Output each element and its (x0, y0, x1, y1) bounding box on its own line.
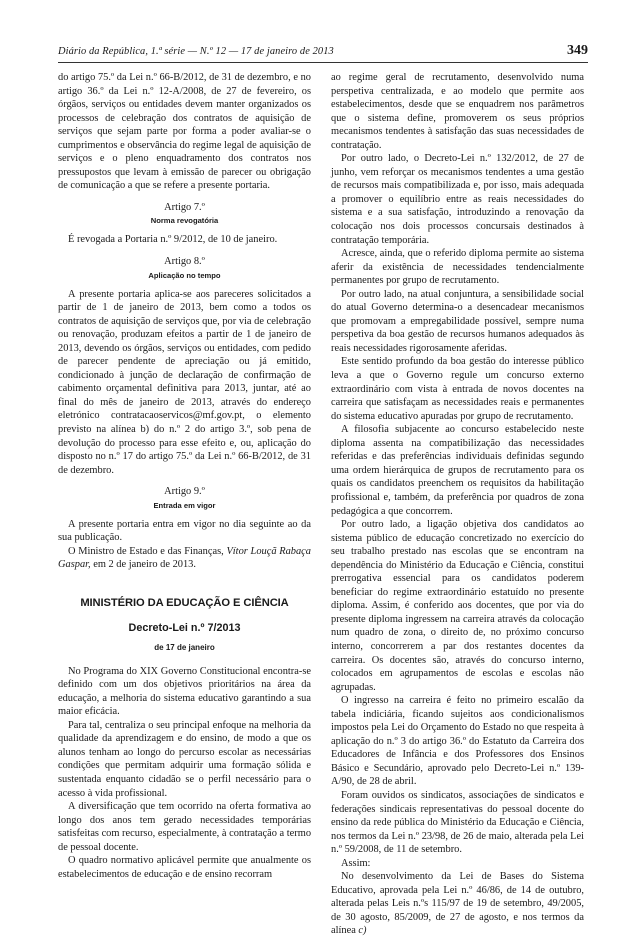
journal-title: Diário da República, 1.ª série — N.º 12 — 17 de janeiro de 2013 (58, 46, 334, 57)
final-paragraph-item: c) (358, 925, 367, 937)
decree-paragraph: Por outro lado, a ligação objetiva dos candidatos ao sistema público de educação concretizado no exercício do seu trabalho prestado nas escolas que se encontram na dependência do Ministério da Educação e Ciência, constitui prerrogativa essencial para os candidatos poderem beneficiar do regime extraordinário estatuído no presente diploma. Assim, é conferido aos docentes, que por via do presente diploma ingressem na carreira através da colocação num quadro de zona, o direito de, no próximo concurso interno, concorrerem a par dos restantes docentes da carreira. Os docentes são, através do concurso interno, colocados em agrupamentos de escolas e escolas não agrupadas. (331, 519, 584, 693)
signature-line (58, 545, 311, 572)
decree-title: Decreto-Lei n.º 7/2013 (128, 621, 241, 634)
decree-paragraph (331, 870, 584, 938)
final-paragraph-text: No desenvolvimento da Lei de Bases do Sistema Educativo, aprovada pela Lei n.º 46/86, de 14 de outubro, alterada pelas Leis n.ºs 115/97 de 19 de setembro, 49/2005, de 30 agosto, 85/2009, de 27 de agosto, e nos termos da alínea (331, 871, 584, 937)
article-9-heading: Artigo 9.º (164, 486, 205, 498)
article-8-heading: Artigo 8.º (164, 256, 205, 268)
decree-paragraph: Este sentido profundo da boa gestão do interesse público leva a que o Governo regule um concurso externo extraordinário com vista à entrada de novos docentes na carreira que satisfaçam as necessidades reais e permanentes do sistema educativo apuradas por grupo de recrutamento. (331, 356, 584, 422)
decree-paragraph: Assim: (341, 857, 371, 869)
decree-paragraph: Por outro lado, o Decreto-Lei n.º 132/2012, de 27 de junho, vem reforçar os mecanismos tendentes a uma gestão de recursos mais compatibilizada e, por isso, mais adequada a promover o equilíbrio entre as reais necessidades do sistema e a sua satisfação, introduzindo a renovação da colocação nos dois processos concursais destinados à contratação temporária. (331, 153, 584, 246)
right-column (331, 71, 584, 938)
article-7-subtitle: Norma revogatória (150, 216, 219, 226)
minister-name: Vítor Louçã Rabaça Gaspar, (58, 545, 311, 571)
page-header (58, 43, 588, 63)
signature-prefix: O Ministro de Estado e das Finanças, (68, 545, 227, 557)
left-column (58, 71, 311, 881)
decree-paragraph: Para tal, centraliza o seu principal enfoque na melhoria da qualidade da aprendizagem e do ensino, de modo a que os alunos tenham ao longo do percurso escolar as necessárias condições que permitam adquirir uma formação sólida e sustentada enquanto cidadão se o perfil necessário para o acesso à vida profissional. (58, 719, 311, 799)
decree-paragraph: A filosofia subjacente ao concurso estabelecido neste diploma assenta na compatibilização das necessidades referidas e das preferências individuais definidas segundo uma ordem hierárquica de grupos de recrutamento para os quais os candidatos preenchem os requisitos da habilitação profissional e, também, da preferência por quadros de zona pedagógica a que concorrem. (331, 424, 584, 517)
ministry-heading: MINISTÉRIO DA EDUCAÇÃO E CIÊNCIA (80, 596, 289, 609)
article-9-text: A presente portaria entra em vigor no dia seguinte ao da sua publicação. (58, 518, 311, 544)
decree-paragraph: O quadro normativo aplicável permite que anualmente os estabelecimentos de educação e de ensino recorram (58, 855, 311, 880)
decree-paragraph: Foram ouvidos os sindicatos, associações de sindicatos e federações sindicais representativas do pessoal docente do ensino da rede pública do Ministério da Educação e Ciência, nos termos da Lei n.º 23/98, de 26 de maio, alterada pela Lei n.º 59/2008, de 11 de setembro. (331, 789, 584, 856)
article-7-text: É revogada a Portaria n.º 9/2012, de 10 de janeiro. (68, 234, 278, 246)
decree-paragraph: Por outro lado, na atual conjuntura, a sensibilidade social do atual Governo determina-o a desencadear mecanismos que promovam a empregabilidade possível, sempre numa perspetiva da boa gestão de recursos humanos adequados às reais necessidades rigorosamente aferidas. (331, 288, 584, 354)
decree-paragraph: O ingresso na carreira é feito no primeiro escalão da tabela indiciária, ficando sujeitos aos condicionalismos impostos pela Lei do Orçamento do Estado no que respeita à aplicação do n.º 3 do artigo 36.º do Estatuto da Carreira dos Educadores de Infância e dos Professores dos Ensinos Básico e Secundário, aprovado pelo Decreto-Lei n.º 139-A/90, de 28 de abril. (331, 695, 584, 788)
article-7-heading: Artigo 7.º (164, 201, 205, 213)
decree-date: de 17 de janeiro (154, 643, 215, 653)
decree-paragraph: Acresce, ainda, que o referido diploma permite ao sistema aferir da existência de necessidades tendencialmente permanentes por grupo de recrutamento. (331, 248, 584, 287)
page-number: 349 (567, 43, 588, 58)
article-8-text: A presente portaria aplica-se aos pareceres solicitados a partir de 1 de janeiro de 2013, bem como a todos os contratos de aquisição de serviços que, por via de celebração ou renovação, produzam efeitos a partir de 1 de janeiro de 2013, devendo os órgãos, serviços ou entidades, com pedido de parecer pendente de apreciação ou já emitido, condicionado à junção de declaração de confirmação de cabimento orçamental definitiva para 2013, juntar, até ao final do mês de janeiro de 2013, através do endereço eletrónico contratacaoservicos@mf.gov.pt, o elemento previsto na alínea b) do n.º 2 do artigo 3.º, sob pena de devolução do processo para esse efeito e, ou, aplicação do disposto no n.º 17 do artigo 75.º da Lei n.º 66-B/2012, de 31 de dezembro. (58, 288, 311, 476)
intro-paragraph: do artigo 75.º da Lei n.º 66-B/2012, de 31 de dezembro, e no artigo 36.º da Lei n.º 12-A/2008, de 27 de fevereiro, os órgãos, serviços ou entidades devem manter organizados os processos de celebração dos contratos de aquisição de serviços que sejam parte por forma a poder avaliar-se o cumprimentos e observância do regime legal de aquisição de serviços e o pleno enquadramento dos contratos nos pressupostos que levam à emissão de parecer ou obrigação de comunicação a que se refere a presente portaria. (58, 72, 311, 192)
article-9-subtitle: Entrada em vigor (153, 500, 216, 510)
signature-date: em 2 de janeiro de 2013. (90, 559, 196, 571)
article-8-subtitle: Aplicação no tempo (148, 270, 221, 280)
decree-paragraph: No Programa do XIX Governo Constitucional encontra-se definido com um dos objetivos prioritários na área da educação, a melhoria do sistema educativo garantindo a sua maior eficácia. (58, 665, 311, 718)
decree-paragraph: A diversificação que tem ocorrido na oferta formativa ao longo dos anos tem gerado necessidades temporárias satisfeitas com recurso, especialmente, à contratação a termo de pessoal docente. (58, 801, 312, 853)
decree-paragraph: ao regime geral de recrutamento, desenvolvido numa perspetiva centralizada, e ao modelo que permite aos estabelecimentos, desde que se enquadrem nos parâmetros que o sistema define, promoverem os seus próprios mecanismos tendentes à satisfação das suas necessidades de contratação. (331, 72, 584, 151)
